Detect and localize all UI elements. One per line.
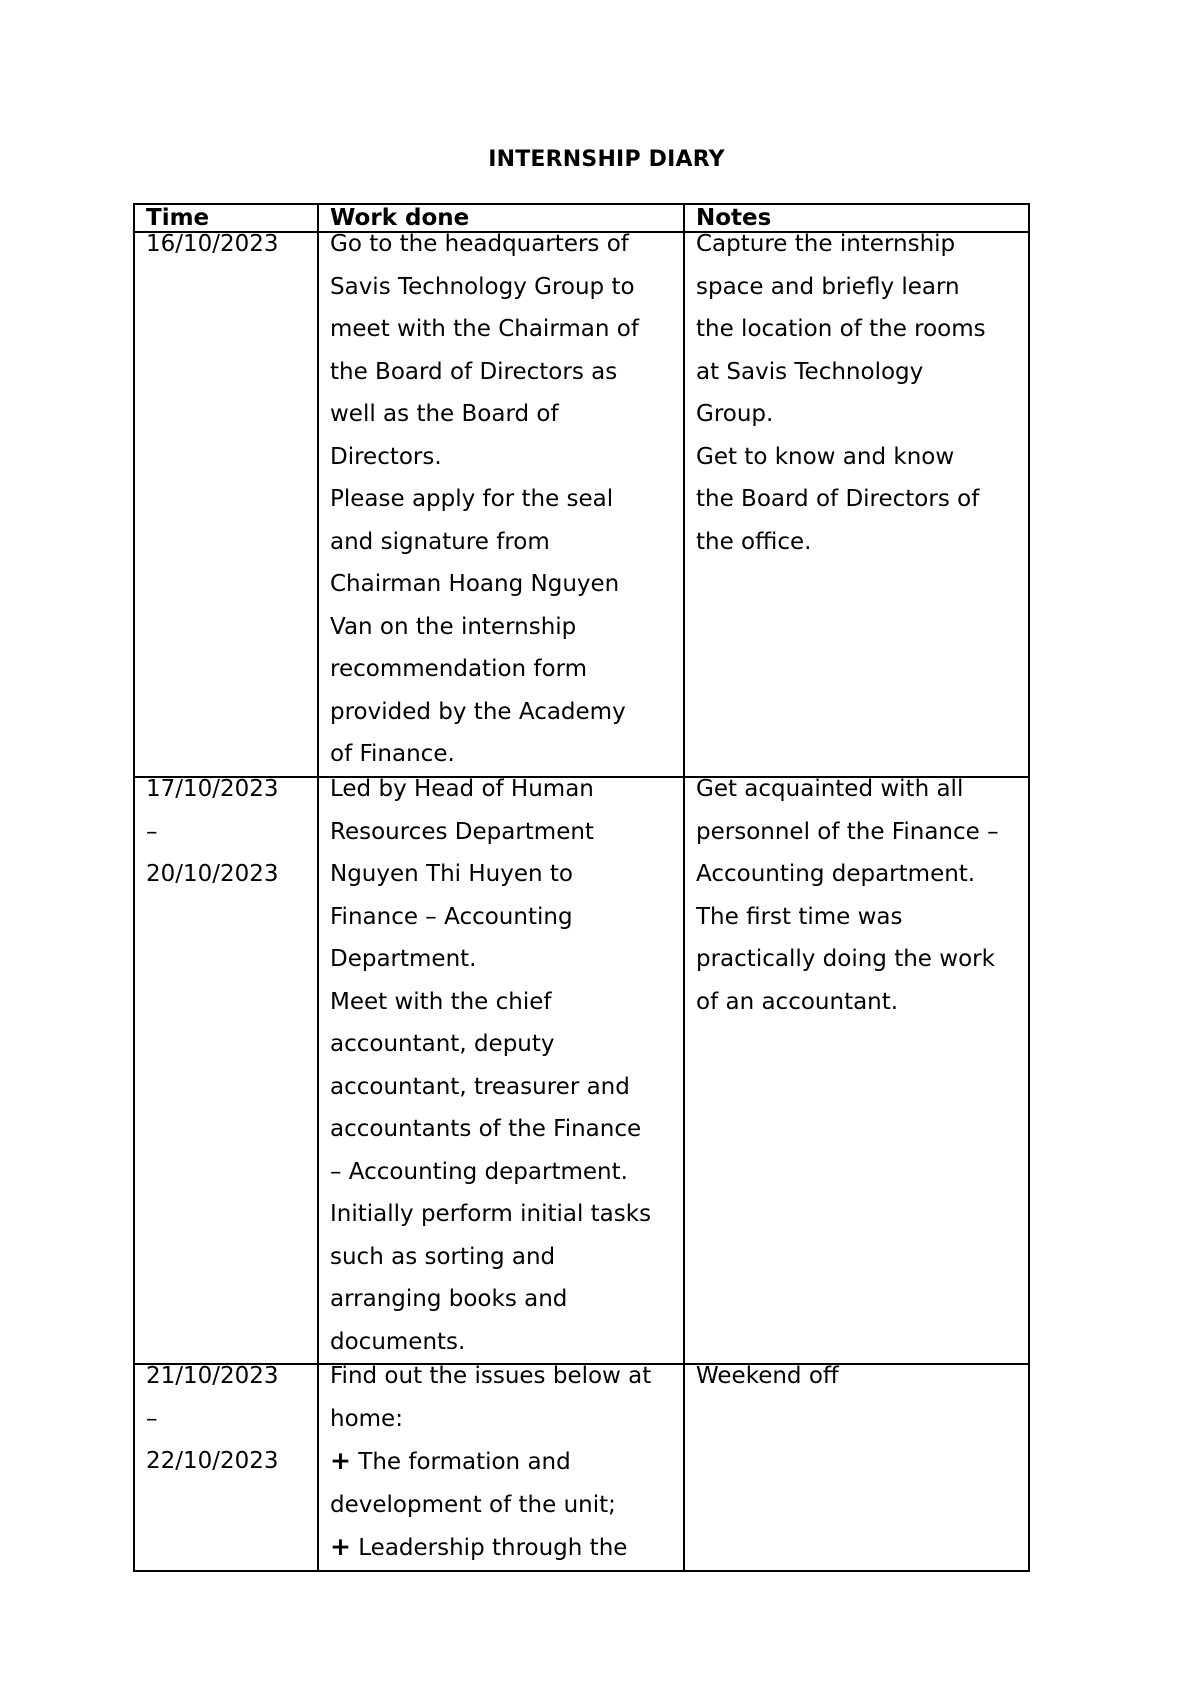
work-line: Department. bbox=[330, 946, 477, 972]
time-line: – bbox=[146, 818, 158, 845]
work-line: accountants of the Finance bbox=[330, 1116, 642, 1142]
notes-line: Get acquainted with all bbox=[696, 777, 964, 802]
column-header-notes: Notes bbox=[684, 204, 1029, 232]
table-row bbox=[134, 777, 1029, 1364]
work-line: arranging books and bbox=[330, 1286, 568, 1312]
work-line: and signature from bbox=[330, 528, 550, 555]
work-line: provided by the Academy bbox=[330, 698, 626, 725]
notes-line: Group. bbox=[696, 401, 774, 427]
notes-line: Get to know and know bbox=[696, 443, 955, 470]
work-line: documents. bbox=[330, 1328, 466, 1355]
work-line: Meet with the chief bbox=[330, 988, 552, 1015]
work-line: such as sorting and bbox=[330, 1243, 556, 1270]
work-line: Directors. bbox=[330, 443, 442, 470]
notes-cell bbox=[684, 232, 1029, 777]
work-line: development of the unit; bbox=[330, 1491, 616, 1518]
work-line: well as the Board of bbox=[330, 401, 559, 427]
work-line: Initially perform initial tasks bbox=[330, 1201, 652, 1227]
notes-line: the location of the rooms bbox=[696, 316, 986, 342]
work-line: accountant, treasurer and bbox=[330, 1073, 630, 1100]
work-line: accountant, deputy bbox=[330, 1031, 555, 1057]
bullet-line bbox=[330, 1526, 673, 1570]
work-line: meet with the Chairman of bbox=[330, 316, 639, 342]
notes-line: personnel of the Finance – bbox=[696, 818, 999, 845]
time-line: – bbox=[146, 1405, 158, 1432]
time-line: 20/10/2023 bbox=[146, 861, 279, 887]
table-row bbox=[134, 232, 1029, 777]
work-line: – Accounting department. bbox=[330, 1158, 628, 1185]
bullet-line bbox=[330, 1440, 673, 1484]
column-header-time: Time bbox=[134, 204, 318, 232]
time-line: 16/10/2023 bbox=[146, 232, 279, 257]
time-line: 22/10/2023 bbox=[146, 1448, 279, 1474]
time-cell bbox=[134, 1364, 318, 1571]
bullet-text: The formation and bbox=[358, 1449, 571, 1475]
notes-line: of an accountant. bbox=[696, 988, 899, 1015]
work-line: the Board of Directors as bbox=[330, 358, 618, 385]
work-line: Nguyen Thi Huyen to bbox=[330, 861, 573, 887]
time-cell bbox=[134, 777, 318, 1364]
work-done-cell bbox=[318, 232, 684, 777]
work-line: Van on the internship bbox=[330, 613, 577, 640]
time-line: 21/10/2023 bbox=[146, 1364, 279, 1389]
notes-line: Weekend off bbox=[696, 1364, 839, 1389]
table-row bbox=[134, 1364, 1029, 1571]
work-line: recommendation form bbox=[330, 656, 588, 682]
work-line: Led by Head of Human bbox=[330, 777, 594, 802]
work-done-cell bbox=[318, 777, 684, 1364]
notes-line: the Board of Directors of bbox=[696, 486, 980, 512]
work-line: Chairman Hoang Nguyen bbox=[330, 571, 620, 597]
work-line: home: bbox=[330, 1405, 403, 1432]
plus-icon: + bbox=[330, 1446, 351, 1475]
notes-line: Capture the internship bbox=[696, 232, 956, 257]
notes-line: the office. bbox=[696, 528, 812, 555]
notes-line: at Savis Technology bbox=[696, 358, 924, 385]
plus-icon: + bbox=[330, 1532, 351, 1561]
notes-line: The first time was bbox=[696, 903, 903, 930]
work-line: Savis Technology Group to bbox=[330, 273, 635, 300]
bullet-text: Leadership through the bbox=[358, 1535, 628, 1561]
notes-line: Accounting department. bbox=[696, 861, 976, 887]
notes-line: practically doing the work bbox=[696, 946, 995, 972]
work-line: Find out the issues below at bbox=[330, 1364, 652, 1389]
notes-line: space and briefly learn bbox=[696, 273, 960, 300]
notes-cell bbox=[684, 777, 1029, 1364]
page-title: INTERNSHIP DIARY bbox=[488, 147, 725, 172]
work-line: Go to the headquarters of bbox=[330, 232, 629, 257]
column-header-work-done: Work done bbox=[318, 204, 684, 232]
table-header-row bbox=[134, 204, 1029, 232]
work-line: Resources Department bbox=[330, 818, 594, 845]
work-line: Please apply for the seal bbox=[330, 486, 614, 512]
work-line: Finance – Accounting bbox=[330, 903, 573, 930]
notes-cell bbox=[684, 1364, 1029, 1571]
time-cell bbox=[134, 232, 318, 777]
time-line: 17/10/2023 bbox=[146, 777, 279, 802]
work-done-cell bbox=[318, 1364, 684, 1571]
diary-table bbox=[133, 203, 1030, 1572]
work-line: of Finance. bbox=[330, 741, 455, 767]
